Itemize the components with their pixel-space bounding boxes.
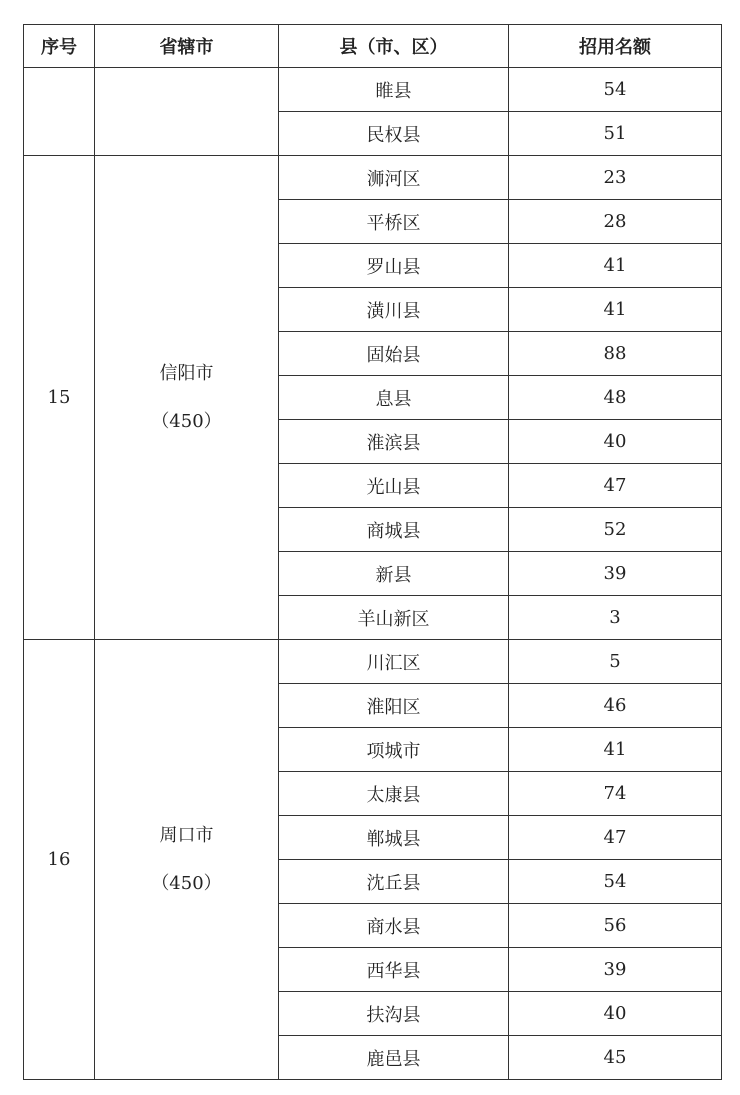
quota-cell: 88 bbox=[509, 332, 722, 376]
table-row bbox=[24, 156, 722, 200]
quota-cell: 46 bbox=[509, 684, 722, 728]
quota-cell: 39 bbox=[509, 552, 722, 596]
county-cell: 浉河区 bbox=[279, 156, 509, 200]
table-row bbox=[24, 68, 722, 112]
quota-cell: 56 bbox=[509, 904, 722, 948]
quota-cell: 45 bbox=[509, 1036, 722, 1080]
county-cell: 罗山县 bbox=[279, 244, 509, 288]
quota-cell: 40 bbox=[509, 420, 722, 464]
quota-cell: 47 bbox=[509, 464, 722, 508]
seq-cell bbox=[24, 68, 95, 156]
quota-cell: 41 bbox=[509, 728, 722, 772]
quota-cell: 41 bbox=[509, 244, 722, 288]
quota-cell: 51 bbox=[509, 112, 722, 156]
city-quota: （450） bbox=[151, 872, 222, 894]
quota-cell: 52 bbox=[509, 508, 722, 552]
seq-cell bbox=[24, 640, 95, 1080]
header-seq: 序号 bbox=[24, 25, 95, 68]
county-cell: 民权县 bbox=[279, 112, 509, 156]
quota-cell: 41 bbox=[509, 288, 722, 332]
county-cell: 郸城县 bbox=[279, 816, 509, 860]
county-cell: 沈丘县 bbox=[279, 860, 509, 904]
quota-cell: 5 bbox=[509, 640, 722, 684]
quota-cell: 23 bbox=[509, 156, 722, 200]
seq-value: 16 bbox=[47, 849, 71, 870]
quota-cell: 39 bbox=[509, 948, 722, 992]
county-cell: 太康县 bbox=[279, 772, 509, 816]
seq-cell bbox=[24, 156, 95, 640]
quota-cell: 47 bbox=[509, 816, 722, 860]
county-cell: 羊山新区 bbox=[279, 596, 509, 640]
quota-cell: 74 bbox=[509, 772, 722, 816]
quota-cell: 3 bbox=[509, 596, 722, 640]
city-quota: （450） bbox=[151, 410, 222, 432]
county-cell: 潢川县 bbox=[279, 288, 509, 332]
county-cell: 平桥区 bbox=[279, 200, 509, 244]
table-body bbox=[24, 68, 722, 1080]
header-row bbox=[24, 25, 722, 68]
county-cell: 西华县 bbox=[279, 948, 509, 992]
county-cell: 鹿邑县 bbox=[279, 1036, 509, 1080]
city-name: 信阳市 bbox=[159, 362, 214, 384]
county-cell: 项城市 bbox=[279, 728, 509, 772]
city-cell bbox=[95, 156, 279, 640]
quota-cell: 28 bbox=[509, 200, 722, 244]
county-cell: 光山县 bbox=[279, 464, 509, 508]
header-quota: 招用名额 bbox=[509, 25, 722, 68]
table-row bbox=[24, 640, 722, 684]
county-cell: 商水县 bbox=[279, 904, 509, 948]
quota-table bbox=[23, 24, 722, 1080]
city-cell bbox=[95, 68, 279, 156]
city-name: 周口市 bbox=[159, 824, 214, 846]
county-cell: 息县 bbox=[279, 376, 509, 420]
header-county: 县（市、区） bbox=[279, 25, 509, 68]
county-cell: 淮滨县 bbox=[279, 420, 509, 464]
county-cell: 川汇区 bbox=[279, 640, 509, 684]
quota-cell: 48 bbox=[509, 376, 722, 420]
county-cell: 固始县 bbox=[279, 332, 509, 376]
county-cell: 扶沟县 bbox=[279, 992, 509, 1036]
county-cell: 睢县 bbox=[279, 68, 509, 112]
city-cell bbox=[95, 640, 279, 1080]
quota-cell: 40 bbox=[509, 992, 722, 1036]
header-city: 省辖市 bbox=[95, 25, 279, 68]
seq-value: 15 bbox=[47, 387, 71, 408]
county-cell: 新县 bbox=[279, 552, 509, 596]
quota-cell: 54 bbox=[509, 68, 722, 112]
county-cell: 淮阳区 bbox=[279, 684, 509, 728]
county-cell: 商城县 bbox=[279, 508, 509, 552]
quota-cell: 54 bbox=[509, 860, 722, 904]
